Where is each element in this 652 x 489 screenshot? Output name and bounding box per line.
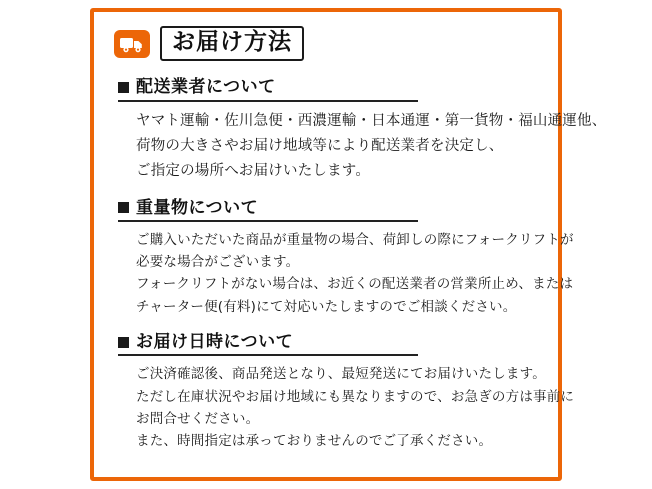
body-line: フォークリフトがない場合は、お近くの配送業者の営業所止め、または <box>136 276 574 293</box>
section-heavy-items <box>114 197 574 318</box>
body-line: ご購入いただいた商品が重量物の場合、荷卸しの際にフォークリフトが <box>136 231 574 248</box>
section-heading-text: お届け日時について <box>136 331 294 352</box>
section-delivery-date <box>114 331 575 452</box>
body-line: お問合せください。 <box>136 410 260 427</box>
panel-title-box <box>160 26 304 61</box>
section-heading-text: 重量物について <box>136 197 259 218</box>
square-bullet-icon <box>118 82 129 93</box>
section-heavy-items-heading <box>118 198 418 222</box>
section-carrier-heading <box>118 77 418 101</box>
body-line: また、時間指定は承っておりませんのでご了承ください。 <box>136 433 493 450</box>
body-line: チャーター便(有料)にて対応いたしますのでご相談ください。 <box>136 298 517 315</box>
body-line: ヤマト運輸・佐川急便・西濃運輸・日本通運・第一貨物・福山通運他、 <box>136 112 607 129</box>
square-bullet-icon <box>118 337 129 348</box>
page-title: お届け方法 <box>172 29 292 55</box>
body-line: ただし在庫状況やお届け地域にも異なりますので、お急ぎの方は事前に <box>136 388 575 405</box>
panel-title-row <box>114 26 540 61</box>
section-carrier <box>114 77 607 183</box>
section-delivery-date-body <box>136 363 575 452</box>
delivery-truck-icon <box>114 30 150 58</box>
delivery-info-panel <box>90 8 607 481</box>
square-bullet-icon <box>118 202 129 213</box>
body-line: 必要な場合がございます。 <box>136 254 300 271</box>
section-delivery-date-heading <box>118 332 418 356</box>
section-heavy-items-body <box>136 229 574 318</box>
section-carrier-body <box>136 109 607 184</box>
body-line: 荷物の大きさやお届け地域等により配送業者を決定し、 <box>136 137 504 154</box>
section-heading-text: 配送業者について <box>136 77 276 98</box>
body-line: ご決済確認後、商品発送となり、最短発送にてお届けいたします。 <box>136 366 546 383</box>
body-line: ご指定の場所へお届けいたします。 <box>136 162 371 179</box>
